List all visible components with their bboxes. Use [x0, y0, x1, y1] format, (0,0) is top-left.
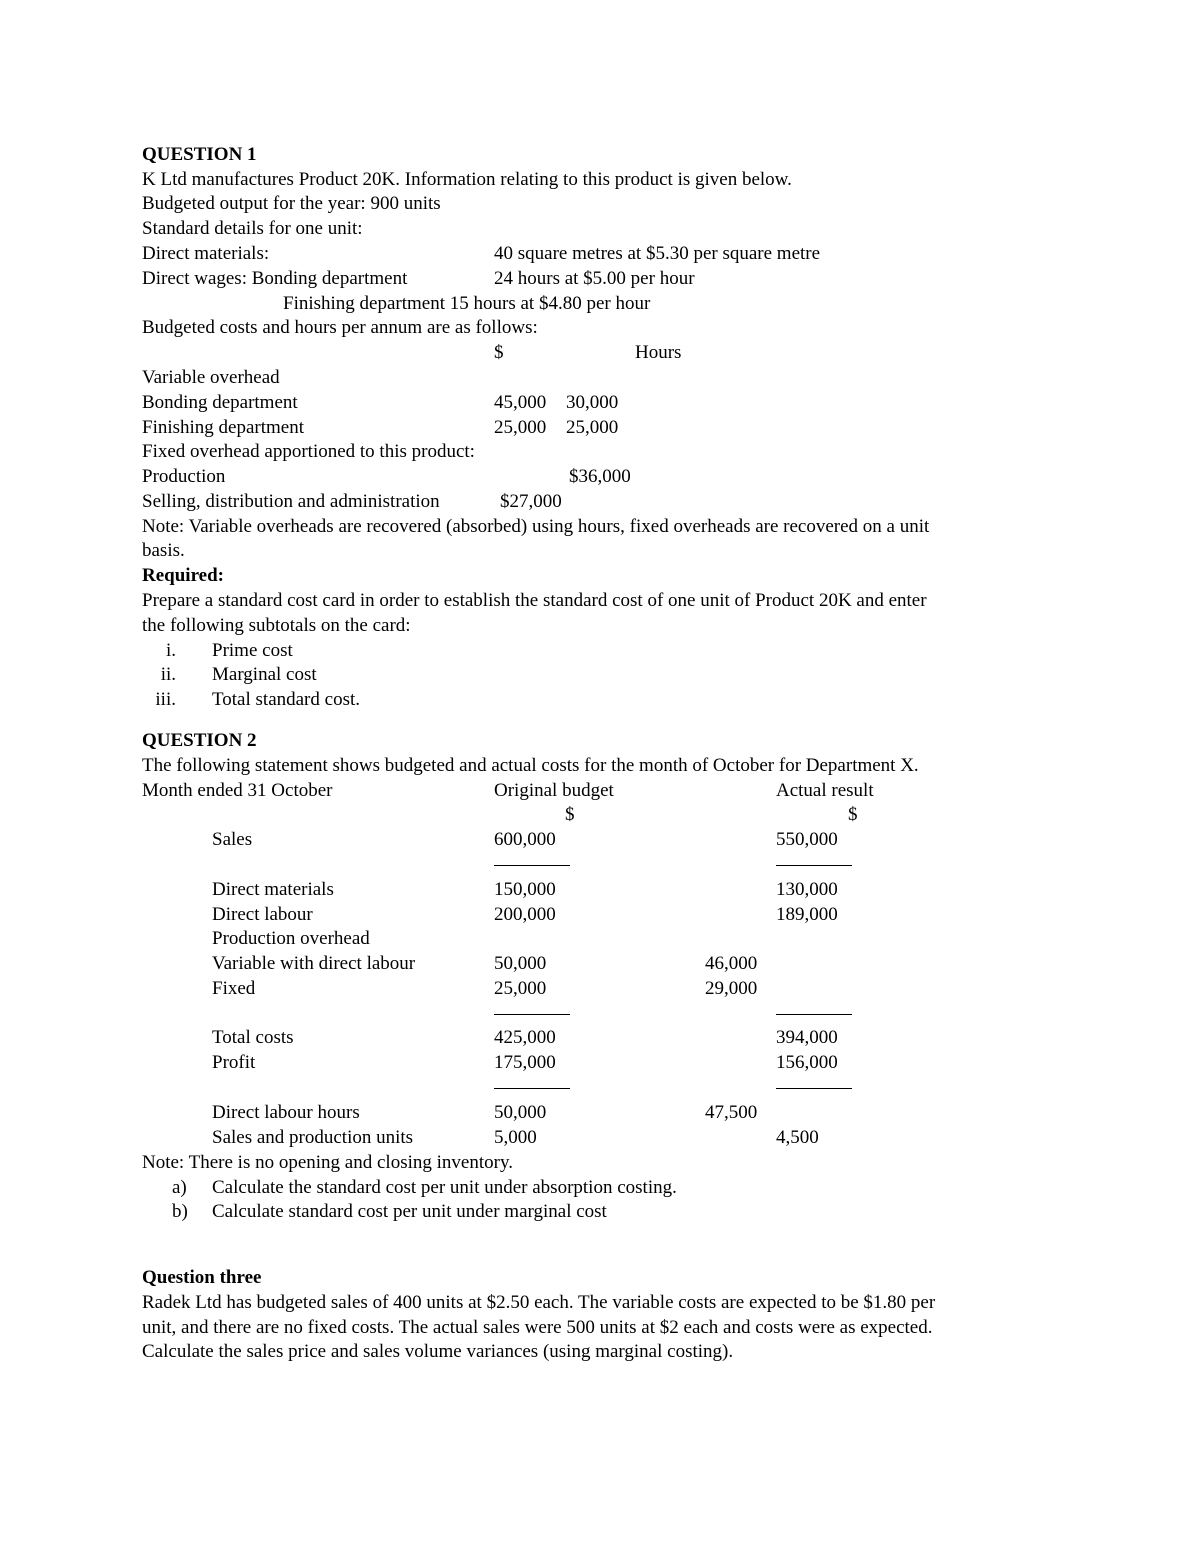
q1-item-text: Total standard cost.: [212, 689, 360, 710]
q2-dl-label: Direct labour: [212, 904, 313, 925]
q2-spu-actual: 4,500: [776, 1127, 819, 1148]
q2-budget-rule: [494, 1014, 570, 1015]
q1-budgeted-costs: Budgeted costs and hours per annum are as follows:: [142, 317, 538, 338]
q2-month-label: Month ended 31 October: [142, 780, 333, 801]
q2-col-actual: Actual result: [776, 780, 874, 801]
q1-selling-value: $27,000: [500, 491, 562, 512]
q1-required: Required:: [142, 565, 224, 586]
q2-total-actual: 394,000: [776, 1027, 838, 1048]
q2-dlh-budget: 50,000: [494, 1102, 547, 1123]
q1-item-text: Prime cost: [212, 640, 293, 661]
q2-total-label: Total costs: [212, 1027, 294, 1048]
q2-note: Note: There is no opening and closing inventory.: [142, 1152, 513, 1173]
q2-sales-label: Sales: [212, 829, 253, 850]
q2-actual-rule: [776, 1014, 852, 1015]
q2-dlh-label: Direct labour hours: [212, 1102, 360, 1123]
q1-standard-details: Standard details for one unit:: [142, 218, 363, 239]
q1-note-line-1: Note: Variable overheads are recovered (absorbed) using hours, fixed overheads are recovered on a unit: [142, 516, 930, 537]
q1-note-line-2: basis.: [142, 540, 185, 561]
q2-actual-dollar: $: [848, 804, 858, 825]
q1-variable-overhead: Variable overhead: [142, 367, 280, 388]
q1-finishing-hours: 25,000: [566, 417, 619, 438]
q1-col-dollar: $: [494, 342, 504, 363]
q3-line-3: Calculate the sales price and sales volume variances (using marginal costing).: [142, 1341, 734, 1362]
q1-fixed-overhead: Fixed overhead apportioned to this product:: [142, 441, 475, 462]
q2-actual-rule: [776, 1088, 852, 1089]
q2-spu-budget: 5,000: [494, 1127, 537, 1148]
q2-dm-budget: 150,000: [494, 879, 556, 900]
q2-col-budget: Original budget: [494, 780, 614, 801]
q2-dlh-actual: 47,500: [705, 1102, 758, 1123]
question-2-heading: QUESTION 2: [142, 730, 257, 751]
q2-fixed-label: Fixed: [212, 978, 256, 999]
q1-selling-label: Selling, distribution and administration: [142, 491, 440, 512]
q2-sales-actual: 550,000: [776, 829, 838, 850]
q1-item-number: ii.: [160, 664, 176, 685]
q2-part-label: b): [172, 1201, 188, 1222]
q2-profit-label: Profit: [212, 1052, 256, 1073]
q1-item-number: iii.: [155, 689, 176, 710]
q2-part-text: Calculate standard cost per unit under marginal cost: [212, 1201, 607, 1222]
q2-dm-actual: 130,000: [776, 879, 838, 900]
q1-production-value: $36,000: [569, 466, 631, 487]
q3-line-1: Radek Ltd has budgeted sales of 400 units at $2.50 each. The variable costs are expected to be $1.80 per: [142, 1292, 936, 1313]
q2-part-label: a): [172, 1177, 187, 1198]
q2-po-label: Production overhead: [212, 928, 370, 949]
q1-prepare-line-2: the following subtotals on the card:: [142, 615, 411, 636]
q1-direct-materials-label: Direct materials:: [142, 243, 270, 264]
q1-direct-wages-label: Direct wages: Bonding department: [142, 268, 408, 289]
q1-item-number: i.: [165, 640, 176, 661]
q1-production-label: Production: [142, 466, 226, 487]
q1-finishing-label: Finishing department: [142, 417, 305, 438]
question-3-heading: Question three: [142, 1267, 262, 1288]
q1-finishing-line: Finishing department 15 hours at $4.80 per hour: [283, 293, 651, 314]
q3-line-2: unit, and there are no fixed costs. The actual sales were 500 units at $2 each and costs were as expected.: [142, 1317, 933, 1338]
q1-bonding-hours: 30,000: [566, 392, 619, 413]
q2-fixed-budget: 25,000: [494, 978, 547, 999]
q1-direct-wages-value: 24 hours at $5.00 per hour: [494, 268, 695, 289]
q1-direct-materials-value: 40 square metres at $5.30 per square metre: [494, 243, 821, 264]
q2-fixed-actual: 29,000: [705, 978, 758, 999]
q2-spu-label: Sales and production units: [212, 1127, 414, 1148]
q2-dm-label: Direct materials: [212, 879, 334, 900]
q2-intro: The following statement shows budgeted and actual costs for the month of October for Department X.: [142, 755, 919, 776]
q1-bonding-label: Bonding department: [142, 392, 298, 413]
q1-finishing-cost: 25,000: [494, 417, 547, 438]
q2-var-actual: 46,000: [705, 953, 758, 974]
q2-actual-rule: [776, 865, 852, 866]
question-1-heading: QUESTION 1: [142, 144, 257, 165]
q1-bonding-cost: 45,000: [494, 392, 547, 413]
q2-budget-rule: [494, 1088, 570, 1089]
q2-var-label: Variable with direct labour: [212, 953, 416, 974]
q1-intro: K Ltd manufactures Product 20K. Information relating to this product is given below.: [142, 169, 792, 190]
q2-profit-actual: 156,000: [776, 1052, 838, 1073]
q1-col-hours: Hours: [635, 342, 682, 363]
q1-item-text: Marginal cost: [212, 664, 317, 685]
q2-part-text: Calculate the standard cost per unit under absorption costing.: [212, 1177, 677, 1198]
q2-profit-budget: 175,000: [494, 1052, 556, 1073]
q2-dl-budget: 200,000: [494, 904, 556, 925]
q1-prepare-line-1: Prepare a standard cost card in order to establish the standard cost of one unit of Product 20K and enter: [142, 590, 927, 611]
q2-var-budget: 50,000: [494, 953, 547, 974]
q2-dl-actual: 189,000: [776, 904, 838, 925]
q2-budget-dollar: $: [565, 804, 575, 825]
q2-total-budget: 425,000: [494, 1027, 556, 1048]
q2-budget-rule: [494, 865, 570, 866]
q2-sales-budget: 600,000: [494, 829, 556, 850]
q1-budgeted-output: Budgeted output for the year: 900 units: [142, 193, 441, 214]
